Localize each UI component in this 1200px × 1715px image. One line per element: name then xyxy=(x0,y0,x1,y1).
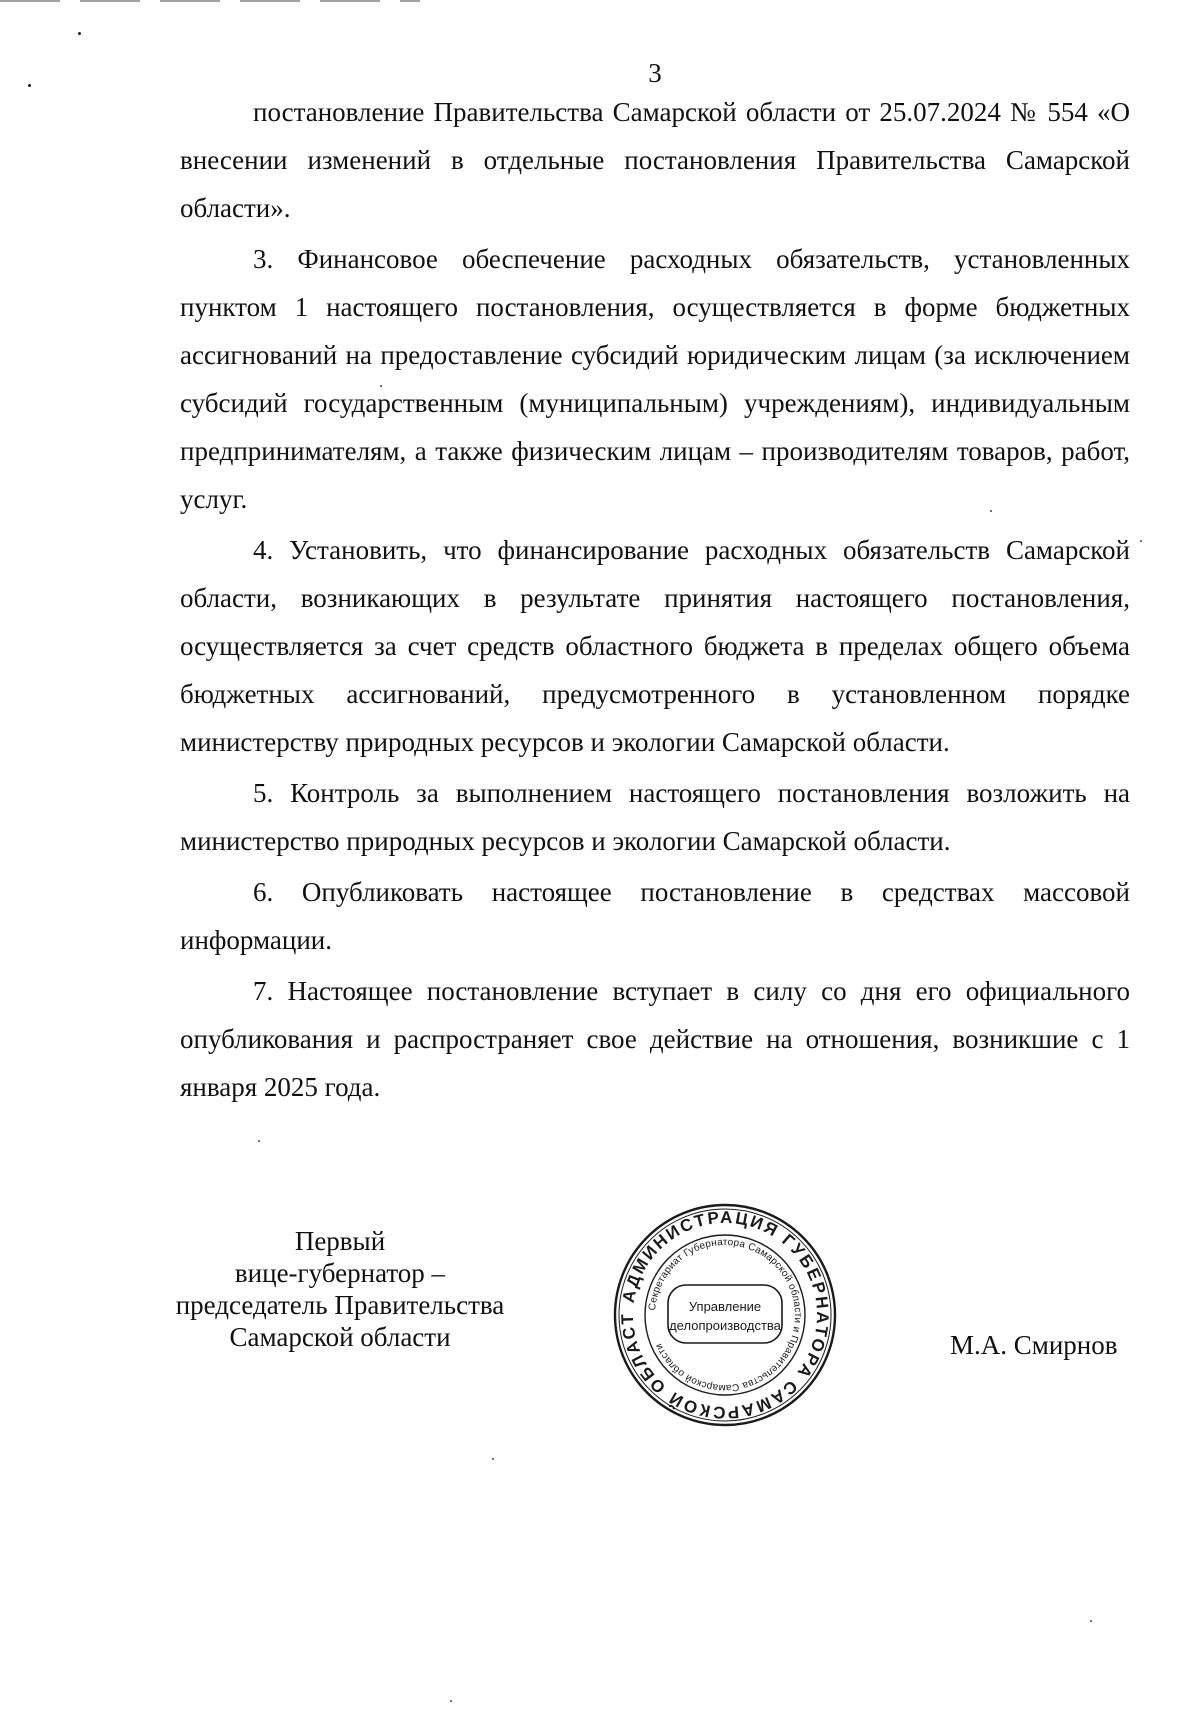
scan-speck xyxy=(492,1458,494,1460)
scan-speck xyxy=(1090,1620,1092,1622)
paragraph-3: 3. Финансовое обеспечение расходных обязательств, установленных пунктом 1 настоящего постановления, осуществляется в форме бюджетных ассигнований на предоставление субсидий юридическим лицам (за исключением субсидий государственным (муниципальным) учреждениям), индивидуальным предпринимателям, а также физическим лицам – производителям товаров, работ, услуг. xyxy=(180,244,1130,514)
scan-speck xyxy=(28,84,31,87)
stamp-center-line1: Управление xyxy=(688,1299,762,1314)
scan-speck xyxy=(78,32,81,35)
scan-speck xyxy=(380,385,382,387)
signatory-title xyxy=(150,1225,530,1353)
paragraph-6: 6. Опубликовать настоящее постановление в средствах массовой информации. xyxy=(180,877,1130,955)
signatory-name: М.А. Смирнов xyxy=(950,1330,1118,1360)
paragraph-4: 4. Установить, что финансирование расходных обязательств Самарской области, возникающих в результате принятия настоящего постановления, осуществляется за счет средств областного бюджета в пределах общего объема бюджетных ассигнований, предусмотренного в установленном порядке министерству природных ресурсов и экологии Самарской области. xyxy=(180,535,1130,757)
scan-top-edge xyxy=(0,0,420,2)
stamp-center-line2: делопроизводства xyxy=(669,1318,781,1333)
scan-speck xyxy=(1140,540,1142,542)
paragraph-5: 5. Контроль за выполнением настоящего постановления возложить на министерство природных ресурсов и экологии Самарской области. xyxy=(180,778,1130,856)
signatory-title-line: вице-губернатор – xyxy=(234,1258,446,1288)
official-stamp xyxy=(610,1200,840,1430)
paragraph-7: 7. Настоящее постановление вступает в силу со дня его официального опубликования и распространяет свое действие на отношения, возникшие с 1 января 2025 года. xyxy=(180,976,1130,1102)
stamp-outer-text: АДМИНИСТРАЦИЯ ГУБЕРНАТОРА САМАРСКОЙ ОБЛАСТ xyxy=(617,1207,833,1423)
signatory-title-line: Первый xyxy=(294,1226,386,1256)
scan-speck xyxy=(258,1140,260,1142)
scan-speck xyxy=(450,1700,452,1702)
signatory-title-line: председатель Правительства xyxy=(175,1290,505,1320)
paragraph-continuation: постановление Правительства Самарской области от 25.07.2024 № 554 «О внесении изменений в отдельные постановления Правительства Самарской области». xyxy=(180,97,1130,223)
stamp-inner-text: Секретариат Губернатора Самарской области и Правительства Самарской области xyxy=(647,1236,804,1394)
svg-text:Секретариат Губернатора Самарс xyxy=(647,1237,803,1393)
signatory-title-line: Самарской области xyxy=(229,1322,451,1352)
document-body xyxy=(180,88,1130,1114)
page-number: 3 xyxy=(648,58,662,88)
scan-speck xyxy=(990,510,992,512)
